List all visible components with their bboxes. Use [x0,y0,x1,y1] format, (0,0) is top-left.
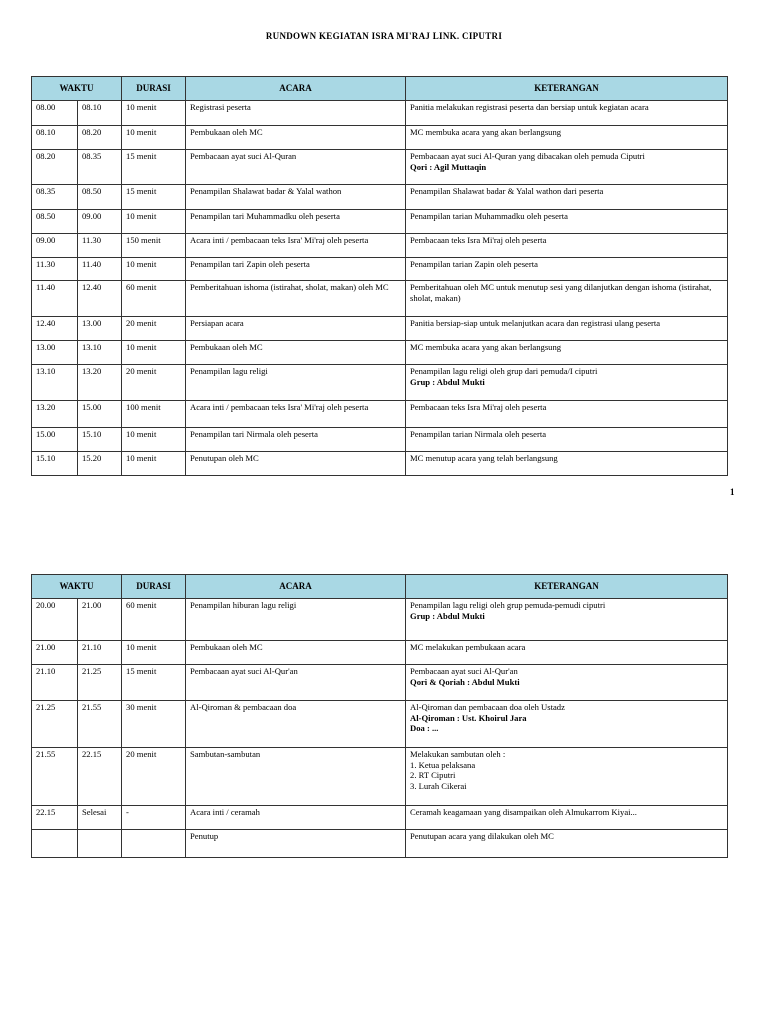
note: MC membuka acara yang akan berlangsung [406,126,728,150]
table-row [32,101,728,126]
column-header-waktu: WAKTU [32,77,122,101]
table-row [32,665,728,701]
duration: 150 menit [122,234,186,258]
end-time: 13.00 [78,317,122,341]
column-header-acara: ACARA [186,77,406,101]
note: Penampilan Shalawat badar & Yalal wathon dari peserta [406,185,728,210]
start-time: 22.15 [32,806,78,830]
column-header-durasi: DURASI [122,575,186,599]
event: Acara inti / pembacaan teks Isra' Mi'raj oleh peserta [186,234,406,258]
event: Penutup [186,830,406,858]
column-header-keterangan: KETERANGAN [406,77,728,101]
duration: 15 menit [122,150,186,185]
event: Penampilan tari Zapin oleh peserta [186,258,406,281]
column-header-waktu: WAKTU [32,575,122,599]
end-time: 21.10 [78,641,122,665]
table-row [32,701,728,748]
table-row [32,341,728,365]
table-row [32,281,728,317]
table-row [32,126,728,150]
note: MC melakukan pembukaan acara [406,641,728,665]
event: Penampilan lagu religi [186,365,406,401]
event: Penampilan tari Nirmala oleh peserta [186,428,406,452]
end-time: 13.10 [78,341,122,365]
event: Al-Qiroman & pembacaan doa [186,701,406,748]
note: Pembacaan teks Isra Mi'raj oleh peserta [406,401,728,428]
performer-credit: Qori & Qoriah : Abdul Mukti [410,676,520,687]
note: Pembacaan ayat suci Al-Quran yang dibacakan oleh pemuda Ciputri [410,151,645,161]
end-time: 21.00 [78,599,122,641]
end-time: 08.50 [78,185,122,210]
table-row [32,185,728,210]
end-time: 15.00 [78,401,122,428]
start-time: 09.00 [32,234,78,258]
end-time: 13.20 [78,365,122,401]
event: Acara inti / pembacaan teks Isra' Mi'raj oleh peserta [186,401,406,428]
note: Pembacaan ayat suci Al-Qur'an [410,666,518,676]
table-row [32,401,728,428]
start-time: 21.00 [32,641,78,665]
event: Pembacaan ayat suci Al-Qur'an [186,665,406,701]
duration: 60 menit [122,599,186,641]
duration: 10 menit [122,641,186,665]
event: Pemberitahuan ishoma (istirahat, sholat, makan) oleh MC [186,281,406,317]
start-time: 08.50 [32,210,78,234]
event: Pembacaan ayat suci Al-Quran [186,150,406,185]
start-time: 13.10 [32,365,78,401]
table-row [32,830,728,858]
duration: 20 menit [122,748,186,806]
table-row [32,258,728,281]
note: MC menutup acara yang telah berlangsung [406,452,728,476]
duration: 15 menit [122,185,186,210]
duration: 10 menit [122,101,186,126]
table-row [32,150,728,185]
note: Al-Qiroman dan pembacaan doa oleh Ustadz [410,702,565,712]
table-row [32,317,728,341]
duration: 20 menit [122,365,186,401]
duration: 10 menit [122,258,186,281]
start-time [32,830,78,858]
duration: 10 menit [122,428,186,452]
performer-credit: Doa : ... [410,723,439,734]
note: Pemberitahuan oleh MC untuk menutup sesi yang dilanjutkan dengan ishoma (istirahat, sholat, makan) [406,281,728,317]
start-time: 08.20 [32,150,78,185]
table-row [32,234,728,258]
note: Panitia bersiap-siap untuk melanjutkan acara dan registrasi ulang peserta [406,317,728,341]
end-time: 12.40 [78,281,122,317]
end-time: 21.55 [78,701,122,748]
schedule-table-2 [31,574,728,858]
start-time: 15.00 [32,428,78,452]
end-time: 22.15 [78,748,122,806]
end-time: 08.35 [78,150,122,185]
page-number: 1 [730,487,735,497]
event: Penutupan oleh MC [186,452,406,476]
table-row [32,428,728,452]
note: Penampilan tarian Zapin oleh peserta [406,258,728,281]
note-cell [406,150,728,185]
note: Penampilan tarian Muhammadku oleh peserta [406,210,728,234]
column-header-acara: ACARA [186,575,406,599]
duration: - [122,806,186,830]
duration: 60 menit [122,281,186,317]
duration: 10 menit [122,210,186,234]
note: Penampilan tarian Nirmala oleh peserta [406,428,728,452]
start-time: 21.25 [32,701,78,748]
performer-credit: Al-Qiroman : Ust. Khoirul Jara [410,712,527,723]
performer-credit: Grup : Abdul Mukti [410,376,485,387]
event: Penampilan tari Muhammadku oleh peserta [186,210,406,234]
note: Penampilan lagu religi oleh grup dari pemuda/I ciputri [410,366,598,376]
note-cell [406,665,728,701]
table-row [32,365,728,401]
column-header-durasi: DURASI [122,77,186,101]
event: Penampilan hiburan lagu religi [186,599,406,641]
note: Ceramah keagamaan yang disampaikan oleh Almukarrom Kiyai... [406,806,728,830]
note-list-item: 3. Lurah Cikerai [410,781,467,792]
duration: 10 menit [122,126,186,150]
duration: 30 menit [122,701,186,748]
duration: 10 menit [122,341,186,365]
end-time: 08.10 [78,101,122,126]
end-time: 08.20 [78,126,122,150]
column-header-keterangan: KETERANGAN [406,575,728,599]
table-row [32,452,728,476]
end-time: 15.20 [78,452,122,476]
note: Penampilan lagu religi oleh grup pemuda-pemudi ciputri [410,600,606,610]
end-time: 09.00 [78,210,122,234]
start-time: 15.10 [32,452,78,476]
event: Pembukaan oleh MC [186,341,406,365]
start-time: 13.20 [32,401,78,428]
note-cell [406,599,728,641]
note: Panitia melakukan registrasi peserta dan bersiap untuk kegiatan acara [406,101,728,126]
note-cell [406,365,728,401]
end-time: 21.25 [78,665,122,701]
note-cell [406,701,728,748]
event: Persiapan acara [186,317,406,341]
start-time: 13.00 [32,341,78,365]
schedule-table-1 [31,76,728,476]
end-time: 15.10 [78,428,122,452]
start-time: 08.00 [32,101,78,126]
end-time [78,830,122,858]
duration: 10 menit [122,452,186,476]
start-time: 20.00 [32,599,78,641]
note-cell [406,748,728,806]
event: Penampilan Shalawat badar & Yalal wathon [186,185,406,210]
start-time: 21.55 [32,748,78,806]
duration [122,830,186,858]
event: Acara inti / ceramah [186,806,406,830]
table-header-row [32,77,728,101]
event: Pembukaan oleh MC [186,126,406,150]
end-time: 11.40 [78,258,122,281]
note: Penutupan acara yang dilakukan oleh MC [406,830,728,858]
table-row [32,599,728,641]
event: Pembukaan oleh MC [186,641,406,665]
table-row [32,748,728,806]
start-time: 21.10 [32,665,78,701]
duration: 20 menit [122,317,186,341]
event: Sambutan-sambutan [186,748,406,806]
note-list-item: 1. Ketua pelaksana [410,759,476,770]
duration: 100 menit [122,401,186,428]
note: Pembacaan teks Isra Mi'raj oleh peserta [406,234,728,258]
note-list-item: 2. RT Ciputri [410,770,456,781]
start-time: 08.35 [32,185,78,210]
duration: 15 menit [122,665,186,701]
note: MC membuka acara yang akan berlangsung [406,341,728,365]
start-time: 08.10 [32,126,78,150]
performer-credit: Grup : Abdul Mukti [410,610,485,621]
table-row [32,806,728,830]
note: Melakukan sambutan oleh : [410,749,506,759]
start-time: 11.30 [32,258,78,281]
performer-credit: Qori : Agil Muttaqin [410,161,487,172]
start-time: 12.40 [32,317,78,341]
end-time: 11.30 [78,234,122,258]
table-row [32,641,728,665]
event: Registrasi peserta [186,101,406,126]
document-title: RUNDOWN KEGIATAN ISRA MI'RAJ LINK. CIPUTRI [265,31,503,41]
table-row [32,210,728,234]
table-header-row [32,575,728,599]
start-time: 11.40 [32,281,78,317]
end-time: Selesai [78,806,122,830]
